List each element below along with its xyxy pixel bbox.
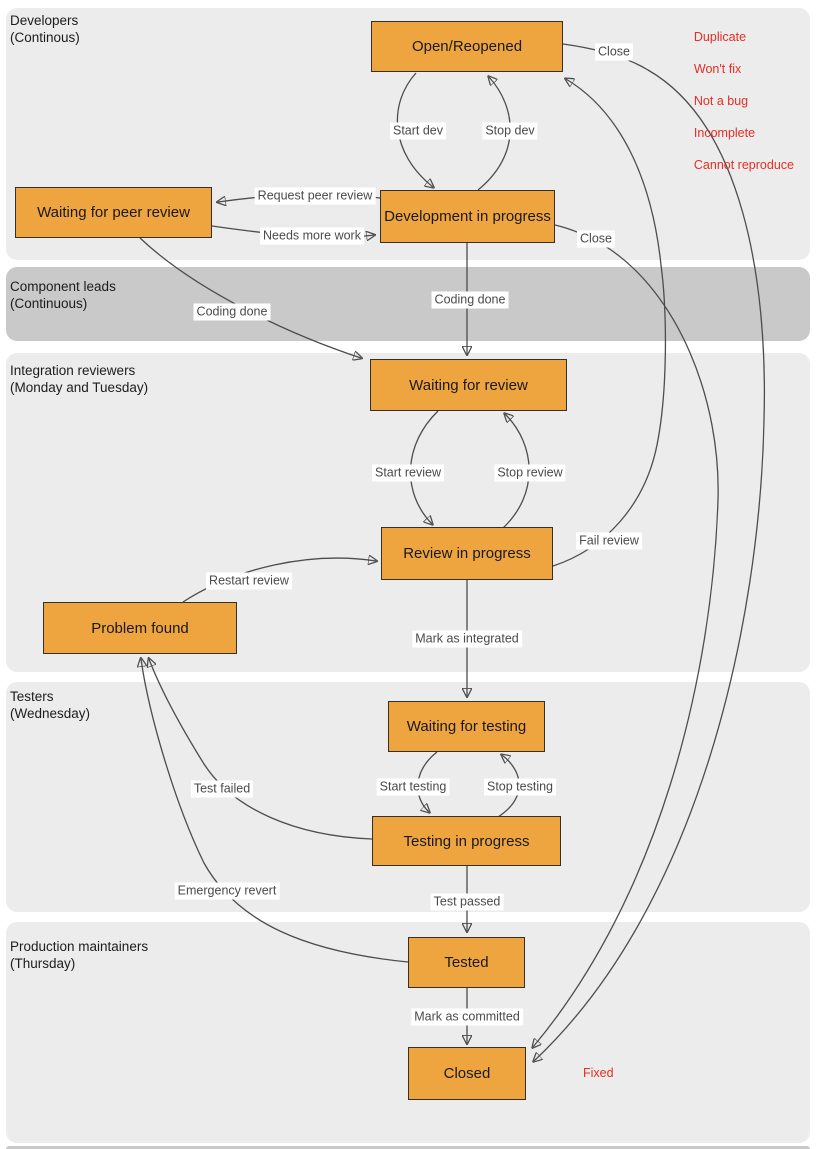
state-label: Review in progress [403,545,531,562]
band-title: Integration reviewers [10,363,136,378]
state-label: Development in progress [384,208,551,225]
close-reason: Won't fix [693,62,742,76]
state-label: Waiting for peer review [37,204,190,221]
edge-label-test-failed: Test failed [191,781,253,798]
edge-coding-done-left [140,238,361,358]
edge-label-mark-as-committed: Mark as committed [411,1009,523,1026]
state-waiting-for-review [370,359,567,411]
edge-label-close-from-open: Close [595,44,633,61]
state-waiting-for-peer-review [15,187,212,238]
band-title: Production maintainers [10,939,149,954]
state-label: Waiting for review [409,376,528,394]
state-problem-found [43,602,237,654]
band-schedule: (Continuous) [10,295,88,311]
state-label: Open/Reopened [411,38,523,55]
band-label-developers [10,13,80,46]
close-reasons-note [680,13,794,189]
state-label: Closed [443,1065,491,1082]
band-schedule: (Monday and Tuesday) [10,379,149,395]
edge-fail-review [553,79,665,566]
edge-label-stop-dev: Stop dev [482,123,537,140]
edge-close-from-open [534,44,764,1061]
state-open-reopened [371,21,563,72]
edge-label-mark-as-integrated: Mark as integrated [412,631,522,648]
band-title: Developers [10,13,79,28]
fixed-note: Fixed [583,1066,614,1080]
edge-emergency-revert [141,659,408,962]
state-label: Waiting for testing [406,718,527,735]
band-label-production-maintainers [10,939,148,972]
band-schedule: (Thursday) [10,955,76,971]
edge-label-stop-review: Stop review [494,465,565,482]
band-label-component-leads [10,279,116,312]
state-closed [408,1047,526,1100]
state-label: Testing in progress [403,832,530,850]
band-title: Component leads [10,279,116,294]
state-testing-in-progress [372,816,561,866]
band-label-testers [10,689,90,722]
edge-label-coding-done-center: Coding done [432,292,509,309]
band-schedule: (Continous) [10,29,80,45]
edge-label-fail-review: Fail review [576,533,642,550]
edge-label-coding-done-left: Coding done [194,304,271,321]
close-reason: Duplicate [693,30,747,44]
close-reason: Incomplete [693,126,756,140]
edge-label-start-testing: Start testing [377,779,450,796]
state-label: Problem found [91,619,189,637]
band-label-integration-reviewers [10,363,148,396]
state-waiting-for-testing [388,701,545,752]
edge-label-close-from-dev: Close [577,231,615,248]
state-review-in-progress [381,527,553,580]
state-tested [408,937,525,988]
edge-close-from-dev [533,225,718,1047]
close-reason: Cannot reproduce [693,158,794,172]
state-label: Tested [444,954,489,971]
state-development-in-progress [380,190,555,243]
band-schedule: (Wednesday) [10,705,91,721]
edge-label-start-review: Start review [372,465,444,482]
edge-label-start-dev: Start dev [390,123,446,140]
edge-label-test-passed: Test passed [431,894,504,911]
edge-label-emergency-revert: Emergency revert [175,883,280,900]
edge-label-needs-more-work: Needs more work [260,228,364,245]
edge-label-stop-testing: Stop testing [484,779,556,796]
edge-label-request-peer-review: Request peer review [255,188,376,205]
edge-label-restart-review: Restart review [206,573,292,590]
band-title: Testers [10,689,54,704]
close-reason: Not a bug [693,94,749,108]
